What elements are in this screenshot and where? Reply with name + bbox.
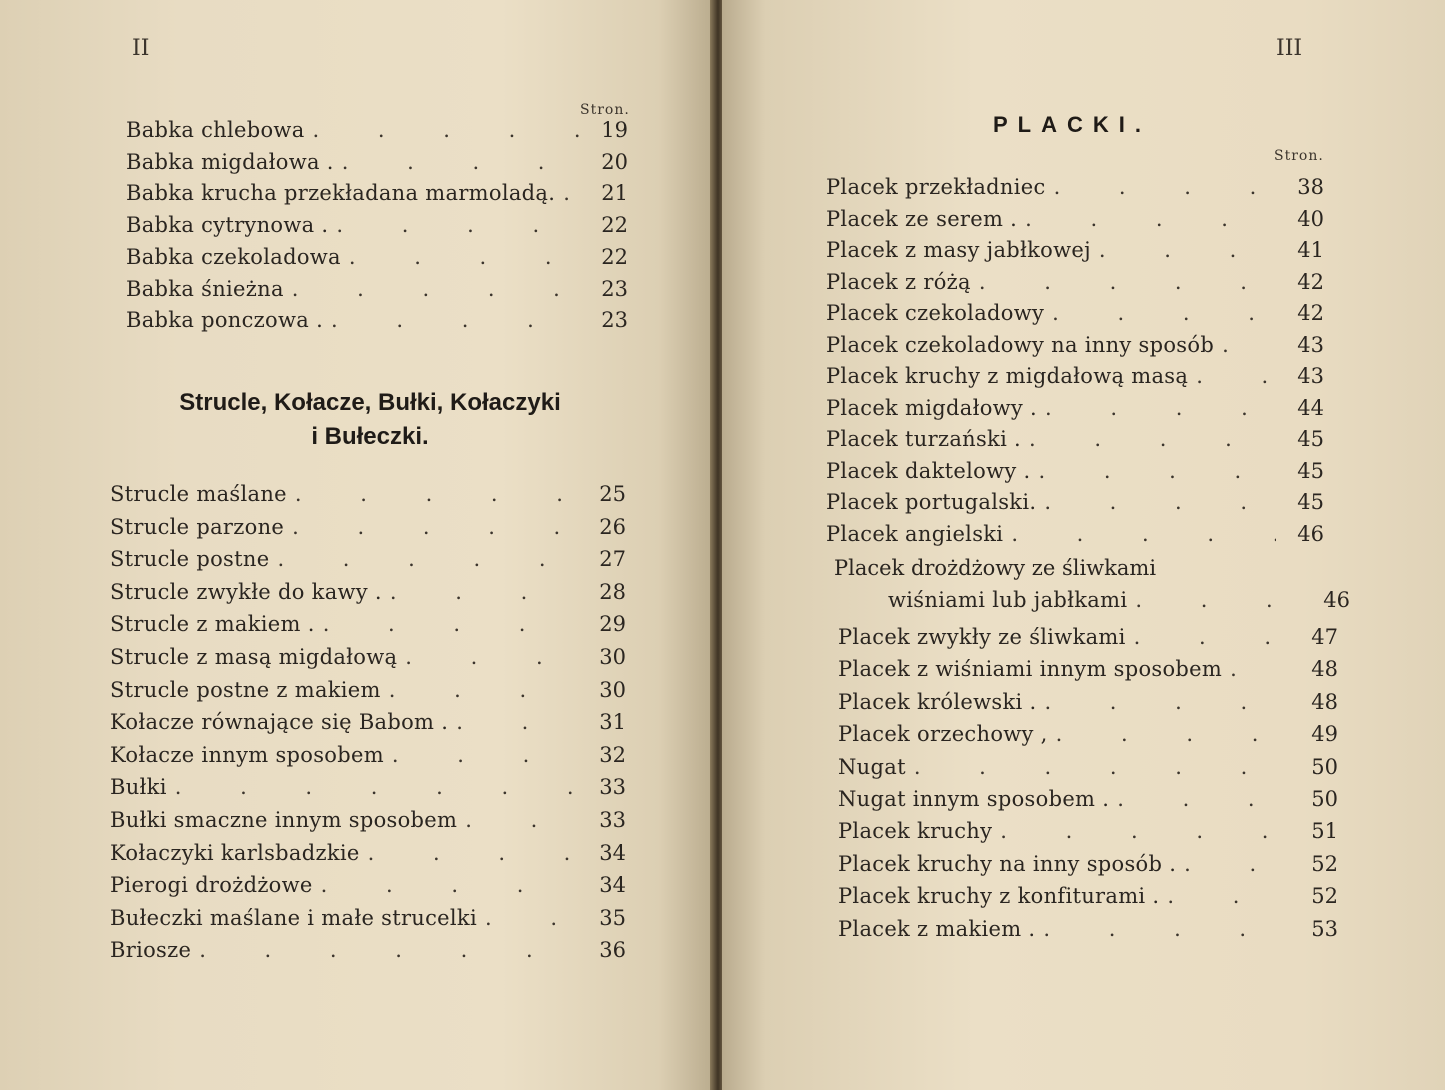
toc-entry-page: 38 <box>1297 175 1324 199</box>
leader-dots <box>1230 657 1290 681</box>
toc-entry-page: 32 <box>599 742 626 767</box>
leader-dots <box>292 277 580 301</box>
toc-entry-title: Nugat <box>838 754 906 779</box>
toc-entry <box>826 490 1324 522</box>
toc-entry-title: Babka chlebowa <box>126 118 305 142</box>
leader-dots <box>485 906 578 930</box>
leader-dots <box>336 213 580 237</box>
toc-entry-title: Strucle maślane <box>110 482 287 506</box>
leader-dots <box>563 181 580 205</box>
leader-dots <box>392 743 578 767</box>
leader-dots <box>331 308 580 332</box>
leader-dots <box>1029 427 1276 451</box>
toc-entry-page: 26 <box>599 514 626 539</box>
toc-entry-title: Kołacze innym sposobem <box>110 742 384 767</box>
toc-entry-page: 25 <box>599 482 626 506</box>
page-number-right: III <box>1276 36 1303 61</box>
toc-entry-page: 52 <box>1311 884 1338 909</box>
toc-entry <box>838 917 1338 949</box>
page-column-header: Stron. <box>1274 148 1324 164</box>
toc-entry-page: 29 <box>599 612 626 637</box>
toc-entry-title: Babka śnieżna <box>126 276 284 301</box>
toc-entry <box>826 522 1324 554</box>
leader-dots <box>1099 238 1276 262</box>
left-page <box>0 0 716 1090</box>
toc-entry-title: Placek przekładniec <box>826 175 1046 199</box>
toc-entry <box>838 657 1338 689</box>
leader-dots <box>1025 207 1276 231</box>
section-heading-placki: PLACKI. <box>993 112 1151 137</box>
toc-entry <box>826 207 1324 239</box>
toc-entry-page: 52 <box>1311 851 1338 876</box>
leader-dots <box>323 612 578 636</box>
leader-dots <box>1135 588 1302 612</box>
toc-entry-title: Placek portugalski. <box>826 490 1037 514</box>
leader-dots <box>1043 917 1290 941</box>
toc-entry-title: Placek kruchy z migdałową masą <box>826 364 1189 388</box>
toc-entry-page: 23 <box>601 308 628 333</box>
toc-entry-title: Placek kruchy z konfiturami . <box>838 884 1160 909</box>
leader-dots <box>389 678 578 702</box>
toc-entry-page: 40 <box>1297 206 1324 231</box>
leader-dots <box>405 645 578 669</box>
toc-entry-page: 21 <box>601 181 628 206</box>
leader-dots <box>368 841 578 865</box>
toc-entry-title: Bułki smaczne innym sposobem <box>110 808 458 832</box>
toc-entry-page: 31 <box>599 710 626 735</box>
leader-dots <box>979 270 1276 294</box>
toc-entry-page: 43 <box>1297 332 1324 357</box>
toc-entry <box>826 333 1324 365</box>
toc-entry-page: 27 <box>599 547 626 572</box>
toc-entry <box>838 755 1338 787</box>
toc-entry-title: Placek kruchy na inny sposób . <box>838 851 1177 876</box>
toc-entry-page: 42 <box>1297 269 1324 294</box>
toc-entry-page: 48 <box>1311 657 1338 682</box>
toc-entry <box>110 841 626 873</box>
toc-entry <box>838 884 1338 916</box>
leader-dots <box>456 710 578 734</box>
toc-entry <box>110 678 626 710</box>
leader-dots <box>295 482 578 506</box>
leader-dots <box>349 245 580 269</box>
toc-entry <box>826 175 1324 207</box>
toc-entry <box>126 181 628 213</box>
toc-entry-page: 34 <box>599 873 626 898</box>
leader-dots <box>914 755 1290 779</box>
toc-entry-page: 46 <box>1323 588 1350 612</box>
toc-entry <box>126 118 628 150</box>
toc-entry-page: 22 <box>601 244 628 269</box>
leader-dots <box>1167 884 1290 908</box>
toc-entry <box>838 690 1338 722</box>
toc-entry <box>838 819 1338 851</box>
leader-dots <box>1134 625 1290 649</box>
toc-entry-title: Placek z różą <box>826 269 971 294</box>
toc-entry-title: Placek kruchy <box>838 819 993 844</box>
toc-entry-page: 50 <box>1311 754 1338 779</box>
leader-dots <box>1054 175 1276 199</box>
leader-dots <box>1045 396 1276 420</box>
toc-entry <box>110 515 626 547</box>
toc-entry-title: Nugat innym sposobem . <box>838 787 1110 811</box>
toc-entry-page: 28 <box>599 579 626 604</box>
toc-entry-title: Placek czekoladowy na inny sposób <box>826 332 1215 357</box>
leader-dots <box>1011 522 1276 546</box>
leader-dots <box>1052 301 1276 325</box>
toc-entry-page: 35 <box>599 905 626 930</box>
toc-entry <box>126 245 628 277</box>
leader-dots <box>1044 490 1276 514</box>
toc-entry <box>838 852 1338 884</box>
toc-entry-title: Strucle zwykłe do kawy . <box>110 579 382 604</box>
leader-dots <box>1184 852 1290 876</box>
toc-entry-title: Placek drożdżowy ze śliwkami <box>834 556 1157 580</box>
toc-entry-title: Strucle z masą migdałową <box>110 645 398 669</box>
page-column-header: Stron. <box>580 102 630 118</box>
toc-entry <box>838 625 1338 657</box>
right-page <box>722 0 1445 1090</box>
toc-entry <box>126 277 628 309</box>
toc-entry <box>826 270 1324 302</box>
leader-dots <box>1222 333 1276 357</box>
toc-entry-title: Strucle z makiem . <box>110 612 315 637</box>
leader-dots <box>199 938 578 962</box>
toc-entry-title: Bułki <box>110 775 167 800</box>
toc-entry <box>826 364 1324 396</box>
section-heading-strucle <box>120 386 620 454</box>
toc-entry-page: 20 <box>601 149 628 174</box>
toc-entry <box>826 427 1324 459</box>
toc-entry-title: Placek z makiem . <box>838 916 1036 941</box>
toc-entry-page: 49 <box>1311 722 1338 747</box>
leader-dots <box>1044 690 1290 714</box>
toc-entry <box>110 743 626 775</box>
leader-dots <box>390 580 578 604</box>
toc-entry-title: Placek orzechowy , <box>838 722 1048 747</box>
toc-entry-page: 23 <box>601 276 628 301</box>
toc-entry <box>110 873 626 905</box>
toc-entry <box>126 150 628 182</box>
toc-entry <box>826 396 1324 428</box>
toc-entry-title: Placek daktelowy . <box>826 458 1031 483</box>
toc-entry <box>126 213 628 245</box>
leader-dots <box>1117 787 1290 811</box>
toc-entry-title: Babka czekoladowa <box>126 244 341 269</box>
toc-entry <box>110 645 626 677</box>
section-heading-line: Strucle, Kołacze, Bułki, Kołaczyki <box>179 389 561 416</box>
leader-dots <box>313 118 580 142</box>
toc-entry <box>110 775 626 807</box>
toc-entry <box>110 547 626 579</box>
toc-entry-title: Placek czekoladowy <box>826 301 1045 325</box>
toc-entry-title: wiśniami lub jabłkami <box>888 588 1128 612</box>
toc-entry <box>110 808 626 840</box>
toc-entry <box>826 238 1324 270</box>
toc-entry-page: 22 <box>601 213 628 238</box>
toc-entry-title: Placek z masy jabłkowej <box>826 238 1091 262</box>
toc-entry <box>110 938 626 970</box>
toc-entry-page: 30 <box>599 645 626 669</box>
toc-entry <box>110 612 626 644</box>
toc-entry-page: 30 <box>599 677 626 702</box>
leader-dots <box>321 873 578 897</box>
toc-entry-title: Babka ponczowa . <box>126 308 324 333</box>
toc-entry-page: 41 <box>1297 238 1324 262</box>
toc-entry-title: Placek turzański . <box>826 427 1022 451</box>
toc-entry-title: Kołacze równające się Babom . <box>110 710 449 735</box>
toc-entry <box>110 710 626 742</box>
toc-entry-title: Strucle postne z makiem <box>110 677 381 702</box>
toc-entry-page: 33 <box>599 775 626 800</box>
leader-dots <box>342 150 580 174</box>
toc-entry-page: 51 <box>1311 819 1338 844</box>
toc-entry-page: 33 <box>599 808 626 832</box>
toc-entry-title: Babka krucha przekładana marmoladą. <box>126 181 556 206</box>
toc-entry-page: 44 <box>1297 395 1324 420</box>
toc-entry-page: 36 <box>599 938 626 963</box>
leader-dots <box>1038 459 1276 483</box>
toc-entry-page: 19 <box>601 118 628 142</box>
leader-dots <box>465 808 578 832</box>
toc-entry-title: Placek migdałowy . <box>826 395 1038 420</box>
toc-entry-page: 45 <box>1297 458 1324 483</box>
toc-entry <box>826 301 1324 333</box>
toc-entry-title: Strucle parzone <box>110 514 285 539</box>
toc-entry-title: Briosze <box>110 938 192 963</box>
toc-entry-title: Placek z wiśniami innym sposobem <box>838 657 1223 682</box>
toc-entry-title: Placek ze serem . <box>826 206 1018 231</box>
toc-entry-page: 46 <box>1297 521 1324 546</box>
section-heading-line: i Bułeczki. <box>311 423 429 450</box>
toc-entry <box>110 580 626 612</box>
toc-entry-title: Kołaczyki karlsbadzkie <box>110 840 360 865</box>
toc-entry <box>826 459 1324 491</box>
toc-entry-page: 53 <box>1311 916 1338 941</box>
toc-entry-page: 48 <box>1311 689 1338 714</box>
toc-entry-title: Strucle postne <box>110 547 270 572</box>
toc-entry <box>126 308 628 340</box>
toc-entry <box>838 787 1338 819</box>
toc-entry-page: 45 <box>1297 490 1324 514</box>
toc-entry-page: 43 <box>1297 364 1324 388</box>
toc-entry-title: Babka cytrynowa . <box>126 213 329 238</box>
toc-entry-title: Placek zwykły ze śliwkami <box>838 625 1126 649</box>
leader-dots <box>175 775 578 799</box>
toc-entry-title: Placek angielski <box>826 521 1004 546</box>
toc-entry <box>838 722 1338 754</box>
leader-dots <box>277 547 578 571</box>
toc-entry-title: Pierogi drożdżowe <box>110 873 313 898</box>
toc-entry-page: 34 <box>599 840 626 865</box>
toc-entry <box>110 482 626 514</box>
toc-entry-title: Placek królewski . <box>838 689 1037 714</box>
toc-entry-page: 50 <box>1311 787 1338 811</box>
page-number-left: II <box>132 36 150 61</box>
leader-dots <box>1196 364 1276 388</box>
toc-entry <box>888 588 1350 620</box>
leader-dots <box>1000 819 1290 843</box>
toc-entry-page: 45 <box>1297 427 1324 451</box>
leader-dots <box>1056 722 1290 746</box>
leader-dots <box>292 515 578 539</box>
toc-entry-title: Babka migdałowa . <box>126 149 334 174</box>
toc-entry <box>110 906 626 938</box>
toc-entry-page: 47 <box>1311 625 1338 649</box>
toc-entry-page: 42 <box>1297 301 1324 325</box>
toc-entry-title: Bułeczki maślane i małe strucelki <box>110 905 477 930</box>
